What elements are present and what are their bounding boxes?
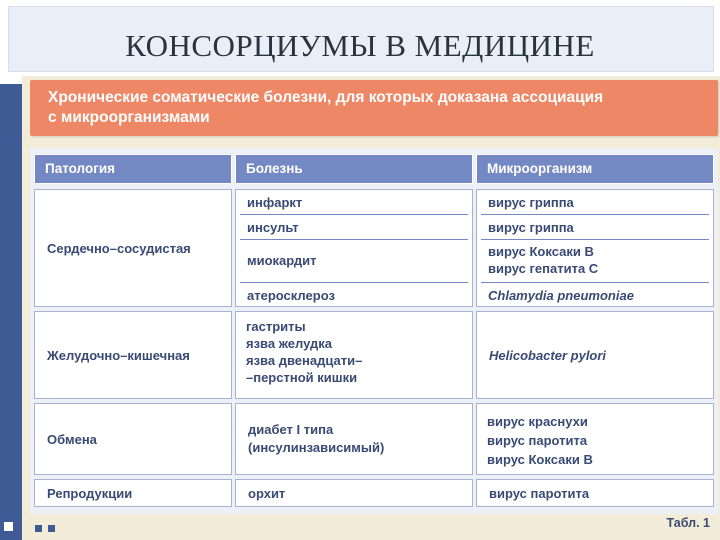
disease-text: миокардит xyxy=(247,253,317,268)
disease-text: инфаркт xyxy=(247,195,303,210)
microorganism-text: вирус паротита xyxy=(487,433,588,448)
column-header-disease: Болезнь xyxy=(235,154,473,184)
pathology-gastrointestinal xyxy=(34,311,232,399)
disease-text: орхит xyxy=(248,485,286,501)
footer-square-icon xyxy=(48,525,55,532)
pathology-label: Обмена xyxy=(47,431,97,447)
left-bar-square-icon xyxy=(4,522,13,531)
row-divider xyxy=(240,214,468,215)
disease-text: атеросклероз xyxy=(247,288,335,303)
pathology-label: Желудочно–кишечная xyxy=(47,347,190,363)
table-caption-box xyxy=(30,80,718,136)
microorganism-text: вирус краснухи xyxy=(487,414,588,429)
row-divider xyxy=(481,239,709,240)
pathology-label: Репродукции xyxy=(47,485,133,501)
column-header-microorganism: Микроорганизм xyxy=(476,154,714,184)
footer-square-icon xyxy=(35,525,42,532)
microorganism-cell-metabolic xyxy=(476,403,714,475)
table-number: Табл. 1 xyxy=(666,516,710,530)
disease-cell-metabolic xyxy=(235,403,473,475)
left-accent-bar xyxy=(0,84,22,540)
disease-cell-reproductive xyxy=(235,479,473,507)
microorganism-text: вирус паротита xyxy=(489,485,590,501)
disease-text: язва желудка xyxy=(246,336,332,351)
microorganism-cell-reproductive xyxy=(476,479,714,507)
disease-text: диабет I типа xyxy=(248,422,334,437)
pathology-label: Сердечно–сосудистая xyxy=(47,240,191,256)
microorganism-text: вирус Коксаки В xyxy=(487,452,593,467)
row-divider xyxy=(481,282,709,283)
microorganism-text: вирус Коксаки В xyxy=(488,244,594,259)
disease-text: (инсулинзависимый) xyxy=(248,440,385,455)
pathology-reproductive xyxy=(34,479,232,507)
table-caption xyxy=(48,88,708,128)
table xyxy=(30,148,718,514)
pathology-cardiovascular xyxy=(34,189,232,307)
row-divider xyxy=(240,239,468,240)
microorganism-cell-gastrointestinal xyxy=(476,311,714,399)
disease-text: язва двенадцати– xyxy=(246,353,363,368)
disease-text: гастриты xyxy=(246,319,306,334)
row-divider xyxy=(481,214,709,215)
caption-line-1: Хронические соматические болезни, для которых доказана ассоциация xyxy=(48,89,604,106)
disease-text: инсульт xyxy=(247,220,299,235)
column-header-pathology: Патология xyxy=(34,154,232,184)
caption-line-2: с микроорганизмами xyxy=(48,109,210,126)
microorganism-text: Chlamydia pneumoniae xyxy=(488,288,634,303)
row-divider xyxy=(240,282,468,283)
pathology-metabolic xyxy=(34,403,232,475)
microorganism-text: Helicobacter pylori xyxy=(489,347,607,363)
microorganism-text: вирус гепатита С xyxy=(488,261,599,276)
microorganism-text: вирус гриппа xyxy=(488,220,574,235)
microorganism-text: вирус гриппа xyxy=(488,195,574,210)
disease-cell-gastrointestinal xyxy=(235,311,473,399)
slide-title: КОНСОРЦИУМЫ В МЕДИЦИНЕ xyxy=(125,28,595,63)
disease-text: –перстной кишки xyxy=(246,370,358,385)
